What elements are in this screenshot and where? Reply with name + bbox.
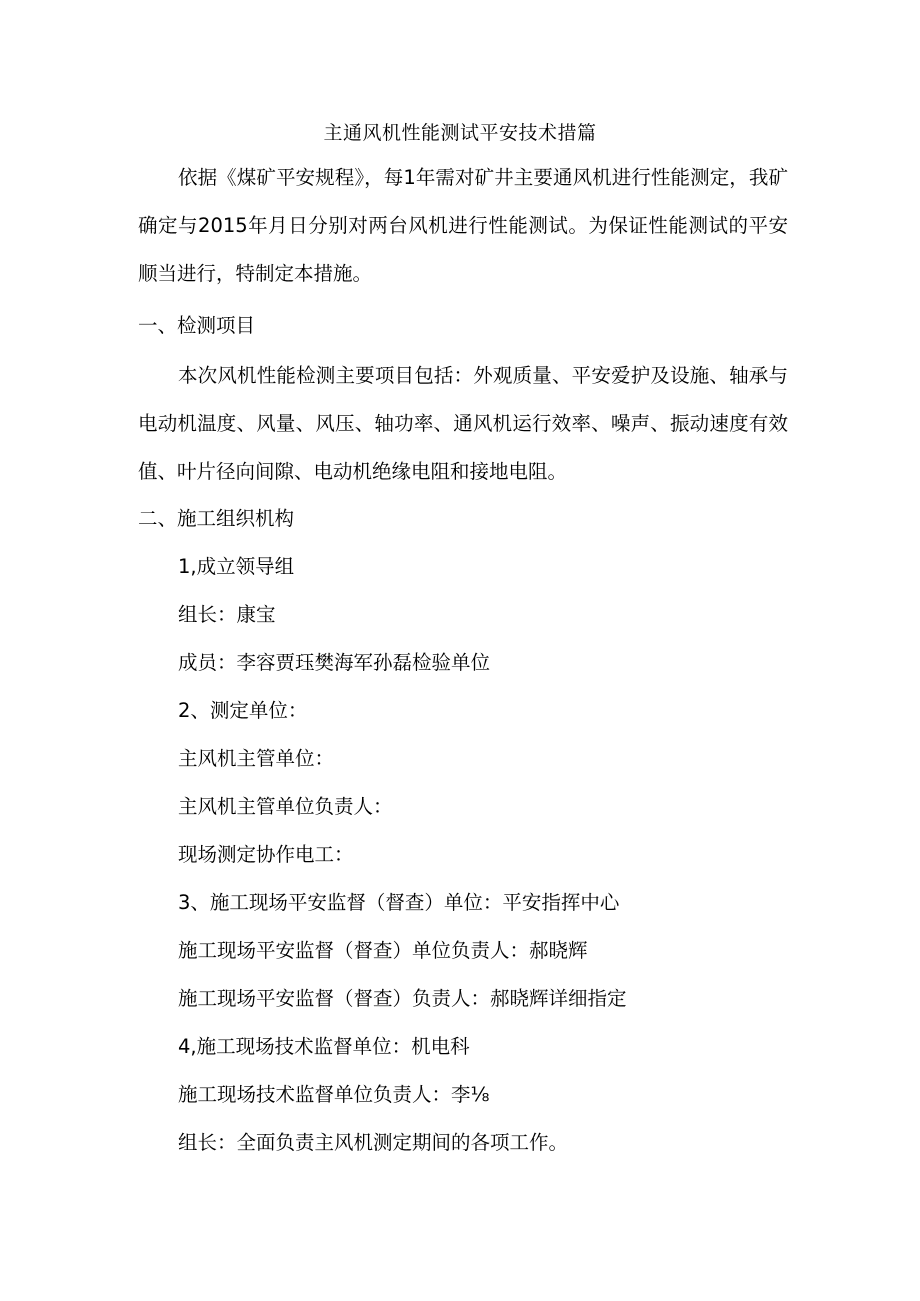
- org-line-safety-unit: 3、施工现场平安监督（督查）单位：平安指挥中心: [178, 891, 620, 914]
- org-line-testing-unit: 2、测定单位：: [178, 699, 308, 722]
- section-heading-inspection-items: 一、检测项目: [138, 314, 256, 337]
- org-line-leadership-group: 1,成立领导组: [178, 555, 295, 578]
- org-line-group-leader: 组长：康宝: [178, 603, 276, 626]
- org-line-leader-duty: 组长：全面负责主风机测定期间的各项工作。: [178, 1131, 569, 1154]
- section-heading-organization: 二、施工组织机构: [138, 507, 295, 530]
- inspection-items-paragraph: 本次风机性能检测主要项目包括：外观质量、平安爱护及设施、轴承与电动机温度、风量、风压、轴功率、通风机运行效率、噪声、振动速度有效值、叶片径向间隙、电动机绝缘电阻和接地电阻。: [138, 364, 788, 483]
- org-line-fan-unit-head: 主风机主管单位负责人：: [178, 795, 393, 818]
- org-line-safety-unit-head: 施工现场平安监督（督查）单位负责人：郝晓辉: [178, 939, 588, 962]
- intro-paragraph: 依据《煤矿平安规程》，每1年需对矿井主要通风机进行性能测定，我矿确定与2015年月日分别对两台风机进行性能测试。为保证性能测试的平安顺当进行，特制定本措施。: [138, 166, 788, 285]
- org-line-electrician: 现场测定协作电工：: [178, 843, 354, 866]
- org-line-members: 成员：李容贾珏樊海军孙磊检验单位: [178, 651, 491, 674]
- org-line-tech-unit: 4,施工现场技术监督单位：机电科: [178, 1035, 470, 1058]
- org-line-fan-unit: 主风机主管单位：: [178, 747, 335, 770]
- org-line-tech-unit-head: 施工现场技术监督单位负责人：李⅛: [178, 1083, 490, 1106]
- org-line-safety-supervisor: 施工现场平安监督（督查）负责人：郝晓辉详细指定: [178, 987, 627, 1010]
- document-title: 主通风机性能测试平安技术措篇: [323, 122, 597, 144]
